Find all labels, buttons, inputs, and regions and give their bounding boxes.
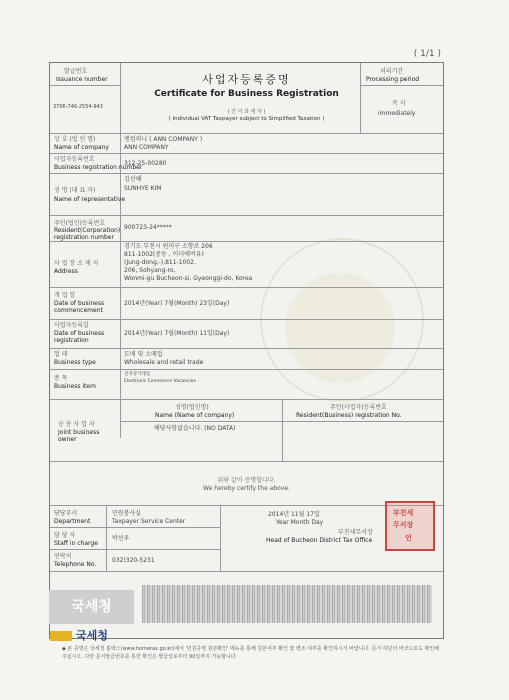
department-value-ko: 민원봉사실 xyxy=(112,510,141,517)
department-value: Taxpayer Service Center xyxy=(112,518,186,525)
official-seal-stamp xyxy=(385,501,435,551)
business-item-value-ko: 전자상거래업 xyxy=(124,372,151,377)
department-label-ko: 담당부서 xyxy=(54,510,78,517)
processing-period-value: immediately xyxy=(378,110,416,117)
representative-label-ko: 성 명 (대 표 자) xyxy=(54,187,96,194)
nts-watermark-logo: 국세청 xyxy=(49,590,134,624)
business-type-label-ko: 업 태 xyxy=(54,351,68,358)
representative-value-ko: 김선혜 xyxy=(124,176,142,183)
issuance-number-label: Issuance number xyxy=(56,76,108,83)
joint-owner-label-ko: 공 동 사 업 자 xyxy=(58,421,95,428)
nts-emblem-icon xyxy=(50,631,72,641)
subtitle-ko: ( 간 이 과 세 자 ) xyxy=(227,109,266,115)
nts-logo-text: 국세청 xyxy=(76,629,108,642)
commencement-label: Date of business commencement xyxy=(54,300,105,314)
joint-owner-label-1: Joint business xyxy=(58,429,100,436)
company-name-value-ko: 앤컴퍼니 ( ANN COMPANY ) xyxy=(124,136,203,143)
certify-text-ko: 위와 같이 증명합니다. xyxy=(217,477,276,484)
registration-date-value: 2014년(Year) 7월(Month) 11일(Day) xyxy=(124,330,230,337)
registration-date-label: Date of business registration xyxy=(54,330,105,344)
issue-date-en: Year Month Day xyxy=(276,519,324,526)
registration-date-label-ko: 사업자등록일 xyxy=(54,322,89,329)
business-item-label: Business item xyxy=(54,383,96,390)
certificate-sheet xyxy=(49,62,444,639)
address-line-4: 206, Sohyang-ro, xyxy=(124,267,176,274)
page-number: ( 1/1 ) xyxy=(413,49,441,59)
stamp-line-1: 부천세 xyxy=(393,509,414,517)
joint-owner-value: 해당사항없습니다. (NO DATA) xyxy=(154,425,236,432)
staff-label: Staff in charge xyxy=(54,540,98,547)
joint-col1-ko: 성명(법인명) xyxy=(175,404,209,411)
business-type-value: Wholesale and retail trade xyxy=(124,359,204,366)
business-type-value-ko: 도매 및 소매업 xyxy=(124,351,163,358)
company-name-value: ANN COMPANY xyxy=(124,144,169,151)
joint-owner-label-2: owner xyxy=(58,436,77,443)
address-line-3: (Jung-dong,-),811-1002, xyxy=(124,259,196,266)
processing-period-value-ko: 즉 시 xyxy=(392,100,406,107)
phone-label: Telephone No. xyxy=(54,561,97,568)
title-en: Certificate for Business Registration xyxy=(154,89,339,99)
business-type-label: Business type xyxy=(54,359,96,366)
resident-reg-value: 900723-24***** xyxy=(124,224,172,231)
issuance-number-value: 3706-746-2554-943 xyxy=(53,104,103,110)
business-reg-number-label-ko: 사업자등록번호 xyxy=(54,156,95,163)
stamp-line-2: 무서장 xyxy=(393,521,414,529)
representative-label: Name of representative xyxy=(54,196,126,203)
company-name-label-ko: 상 호 (법 인 명) xyxy=(54,136,96,143)
document-barcode xyxy=(142,585,432,623)
resident-reg-label-ko: 주민(법인)등록번호 xyxy=(54,220,106,227)
footnote: ◆ 본 증명은 국세청 홈택스(www.hometax.go.kr)에서 '민원증명 원본확인' 메뉴를 통해 원본여부 확인 및 변조 여부를 확인하시기 바랍니다. 문서 하단의 바코드로도 확인해 주십시오. 다만 문서발급번호를 통한 확인은 발급일로부터 90일까지 가능합니다. xyxy=(62,646,440,660)
commencement-value: 2014년(Year) 7월(Month) 23일(Day) xyxy=(124,300,230,307)
processing-period-label: Processing period xyxy=(366,76,420,83)
processing-period-label-ko: 처리기간 xyxy=(380,68,404,75)
issuance-number-label-ko: 발급번호 xyxy=(64,68,88,75)
address-label-ko: 사 업 장 소 재 지 xyxy=(54,260,99,267)
subtitle-en: ( Individual VAT Taxpayer subject to Simplified Taxation ) xyxy=(168,116,325,122)
address-line-1: 경기도 부천시 원미구 소향로 206 xyxy=(124,243,213,250)
stamp-line-3: 인 xyxy=(405,534,412,542)
staff-label-ko: 담 당 자 xyxy=(54,532,76,539)
title-ko: 사업자등록증명 xyxy=(202,73,291,86)
business-item-label-ko: 종 목 xyxy=(54,375,68,382)
resident-reg-label: Resident(Corporation) registration number xyxy=(54,227,121,241)
certify-text: We hereby certify the above. xyxy=(203,485,290,492)
issue-date: 2014년 11월 17일 xyxy=(268,511,320,518)
commencement-label-ko: 개 업 일 xyxy=(54,292,76,299)
business-reg-number-value: 312-25-00280 xyxy=(124,160,167,167)
phone-label-ko: 연락처 xyxy=(54,553,72,560)
phone-value: 032)320-5231 xyxy=(112,557,155,564)
address-line-2: 811-1002(중동 , 이더에버유) xyxy=(124,251,204,258)
joint-col2-ko: 주민(사업자)등록번호 xyxy=(330,404,387,411)
watermark-emblem xyxy=(285,273,395,383)
staff-value: 박선우 xyxy=(112,535,130,542)
joint-col2-en: Resident(Business) registration No. xyxy=(296,412,402,419)
business-reg-number-label: Business registration number xyxy=(54,164,143,171)
nts-logo xyxy=(50,627,108,643)
address-label: Address xyxy=(54,268,78,275)
joint-col1-en: Name (Name of company) xyxy=(155,412,235,419)
business-item-value: Electronic Commerce Vacancies xyxy=(124,379,196,384)
tax-office: Head of Bucheon District Tax Office xyxy=(266,537,373,544)
representative-value: SUNHYE KIM xyxy=(124,185,162,192)
tax-office-ko: 부천세무서장 xyxy=(338,529,373,536)
address-line-5: Wonmi-gu Bucheon-si, Gyeonggi-do, Korea xyxy=(124,275,253,282)
company-name-label: Name of company xyxy=(54,144,109,151)
department-label: Department xyxy=(54,518,91,525)
